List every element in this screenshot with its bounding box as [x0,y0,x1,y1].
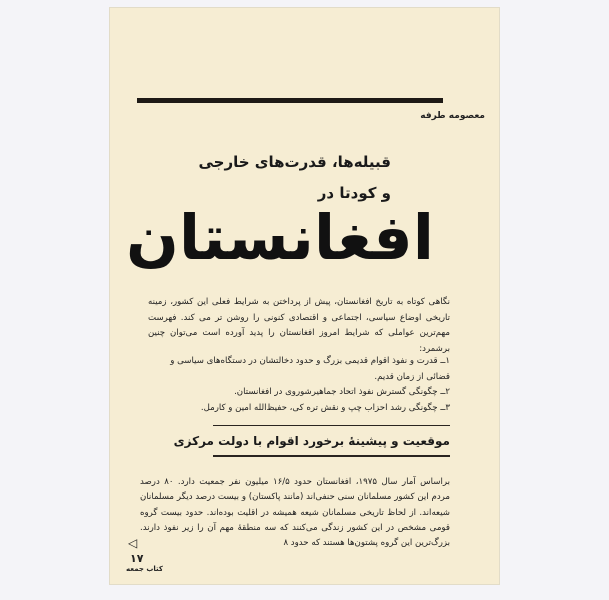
list-item: ۱ــ قدرت و نفوذ اقوام قدیمی بزرگ و حدود دخالتشان در دستگاه‌های سیاسی و قضائی از زمان قدیم. [170,356,450,382]
section-title: موقعیت و پیشینهٔ برخورد اقوام با دولت مرکزی [173,434,450,448]
main-title: افغانستان [125,201,434,274]
publication-name: کتاب جمعه [126,565,163,573]
intro-list [148,354,450,416]
intro-text [148,295,450,357]
subtitle-line-2: و کودتا در [317,184,391,202]
continue-arrow-icon: ◁ [128,536,138,550]
page-number: ۱۷ [130,552,144,565]
body-paragraph: براساس آمار سال ۱۹۷۵، افغانستان حدود ۱۶/۵ میلیون نفر جمعیت دارد. ۸۰ درصد مردم این کشور مسلمانان سنی حنفی‌اند (مانند پاکستان) و بیست درصد دیگر مسلمانان شیعه‌اند. از لحاظ تاریخی مسلمانان شیعه همیشه در اقلیت بوده‌اند. حدود بیست گروه قومی مشخص در این کشور زندگی می‌کنند که سه منطقهٔ مهم آن را زیر نفوذ دارند. بزرگ‌ترین این گروه پشتون‌ها هستند که حدود ۸ [140,477,450,549]
author-name: معصومه طرفه [420,111,485,121]
body-text [140,475,450,551]
intro-paragraph: نگاهی کوتاه به تاریخ افغانستان، پیش از پرداختن به شرایط فعلی این کشور، زمینه تاریخی اوضاع سیاسی، اجتماعی و اقتصادی کنونی را روشن تر می کند. فهرست مهم‌ترین عواملی که شرایط امروز افغانستان را پدید آورده است می‌توان چنین برشمرد: [148,297,450,354]
list-item: ۲ــ چگونگی گسترش نفوذ اتحاد جماهیرشوروی در افغانستان. [234,387,450,398]
section-header [173,425,450,457]
list-item: ۳ــ چگونگی رشد احزاب چپ و نقش تره کی، حفیظ‌الله امین و کارمل. [200,402,450,413]
section-rule [213,455,450,457]
subtitle-line-1: قبیله‌ها، قدرت‌های خارجی [198,153,391,171]
top-rule [137,98,443,103]
